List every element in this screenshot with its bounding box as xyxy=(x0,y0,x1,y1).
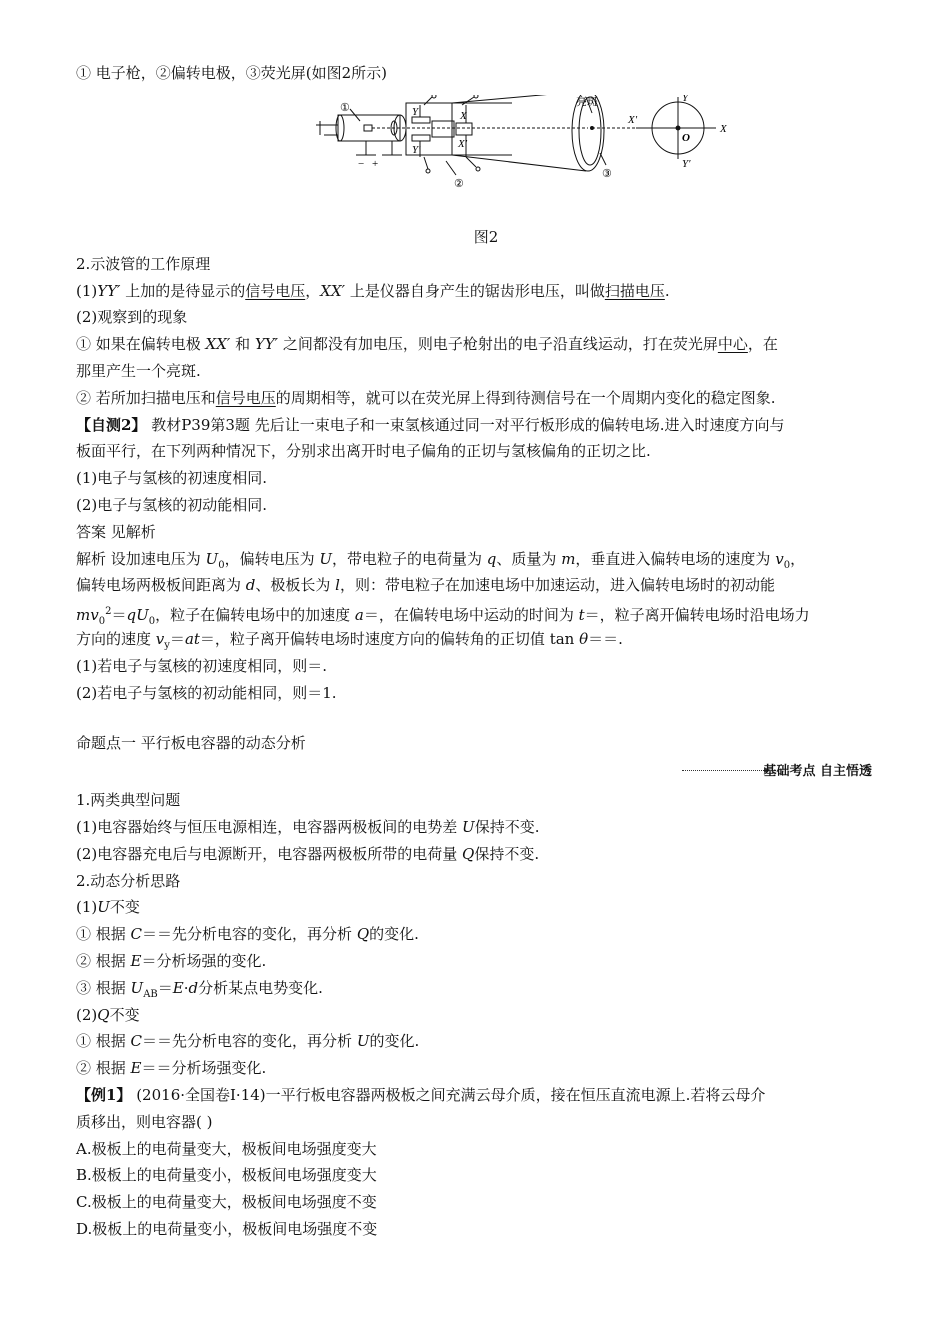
label-x: X xyxy=(460,109,467,122)
option-b[interactable]: B.极板上的电荷量变小，极板间电场强度变大 xyxy=(76,1166,377,1185)
s2a2-2: ＝分析场强的变化. xyxy=(141,951,267,970)
intro-line: ① 电子枪，②偏转电极，③荧光屏(如图2所示) xyxy=(76,64,388,82)
p3-yy: YY′ xyxy=(254,335,279,354)
an3-sub0: 0 xyxy=(98,616,106,628)
an4-0: 方向的速度 xyxy=(76,629,156,648)
section2-title: 2.示波管的工作原理 xyxy=(76,254,211,273)
topic-tag: 基础考点 自主悟透 xyxy=(763,764,872,780)
s2-b2 xyxy=(76,1055,876,1082)
s1a-2: 保持不变. xyxy=(474,817,540,836)
self-test-2-line2: 板面平行，在下列两种情况下，分别求出离开时电子偏角的正切与氢核偏角的正切之比. xyxy=(76,442,651,461)
p1-xx: XX′ xyxy=(320,281,346,300)
an1-12: ， xyxy=(790,549,806,568)
arrow-icon xyxy=(682,770,764,771)
an2-0: 偏转电场两极板间距离为 xyxy=(76,576,246,595)
an3-a: a xyxy=(354,606,364,625)
s2a1-2: ＝＝先分析电容的变化，再分析 xyxy=(142,925,357,944)
s2a3-u: U xyxy=(130,978,144,997)
analysis-line-4 xyxy=(76,626,876,653)
label-circle-1: ① xyxy=(340,101,350,114)
paragraph-3b: 那里产生一个亮斑. xyxy=(76,361,201,380)
an3-sub0b: 0 xyxy=(148,616,156,628)
analysis-line-6: (2)若电子与氢核的初动能相同，则＝1. xyxy=(76,683,337,702)
s2a-2: 不变 xyxy=(109,898,140,917)
p4-c: 的周期相等，就可以在荧光屏上得到待测信号在一个周期内变化的稳定图象. xyxy=(275,388,776,407)
label-y: Y xyxy=(412,105,419,118)
s2b2-0: ② 根据 xyxy=(76,1059,131,1078)
label-minus: − xyxy=(358,157,365,170)
oscilloscope-diagram xyxy=(316,95,736,223)
s2a3-7: 分析某点电势变化. xyxy=(198,978,323,997)
s2a3-0: ③ 根据 xyxy=(76,978,131,997)
example-1-line1 xyxy=(76,1082,876,1109)
an3-t: t xyxy=(578,606,585,625)
s2a3-e: E xyxy=(172,978,184,997)
label-y-prime: Y′ xyxy=(412,143,421,156)
analysis-line-2 xyxy=(76,572,876,599)
p4-signal-voltage: 信号电压 xyxy=(215,388,276,407)
paragraph-4 xyxy=(76,385,876,412)
option-a[interactable]: A.极板上的电荷量变大，极板间电场强度变大 xyxy=(76,1139,377,1158)
p3-a: ① 如果在偏转电极 xyxy=(76,335,206,354)
s1a-0: (1)电容器始终与恒压电源相连，电容器两极板间的电势差 xyxy=(76,817,463,836)
s1b-q: Q xyxy=(462,844,475,863)
option-d[interactable]: D.极板上的电荷量变小，极板间电场强度不变 xyxy=(76,1219,378,1238)
p1-c: 上加的是待显示的 xyxy=(120,281,246,300)
s2-a xyxy=(76,894,876,921)
p1-scan-voltage: 扫描电压 xyxy=(604,281,665,300)
an1-0: 解析 设加速电压为 xyxy=(76,549,206,568)
s2a2-e: E xyxy=(130,951,142,970)
s2a1-0: ① 根据 xyxy=(76,925,131,944)
s2-a3 xyxy=(76,975,876,1002)
s2b1-0: ① 根据 xyxy=(76,1032,131,1051)
p3-center: 中心 xyxy=(717,335,748,354)
an3-6: ，粒子在偏转电场中的加速度 xyxy=(155,606,355,625)
p1-e: ， xyxy=(305,281,321,300)
s1-title: 1.两类典型问题 xyxy=(76,791,181,810)
an4-at: at xyxy=(184,629,200,648)
an4-theta: θ xyxy=(579,629,589,648)
s2a3-eq: ＝ xyxy=(157,978,173,997)
an3-mv: mv xyxy=(76,606,99,625)
an1-sub0b: 0 xyxy=(783,559,791,571)
s2-a1 xyxy=(76,921,876,948)
s1-b xyxy=(76,841,876,868)
label-bright-spot: 亮斑 xyxy=(576,95,598,108)
example-text-a: (2016·全国卷Ⅰ·14)一平行板电容器两极板之间充满云母介质，接在恒压直流电源上.若将云母介 xyxy=(131,1085,766,1104)
an1-7: 、质量为 xyxy=(496,549,562,568)
screen-label-x: X xyxy=(720,122,727,135)
an3-eq: ＝ xyxy=(111,606,127,625)
s2a-0: (1) xyxy=(76,898,98,917)
figure-caption: 图2 xyxy=(473,227,499,246)
analysis-line-3 xyxy=(76,599,876,626)
an3-qu: qU xyxy=(126,606,149,625)
an1-5: ，带电粒子的电荷量为 xyxy=(332,549,487,568)
paragraph-1 xyxy=(76,278,876,305)
an2-2: 、极板长为 xyxy=(255,576,336,595)
s2b1-u: U xyxy=(356,1032,370,1051)
self-test-text-a: 教材P39第3题 先后让一束电子和一束氢核通过同一对平行板形成的偏转电场.进入时速度方向与 xyxy=(146,415,785,434)
screen-label-y-prime: Y′ xyxy=(682,157,691,170)
an1-m: m xyxy=(561,549,576,568)
an1-3: ，偏转电压为 xyxy=(224,549,320,568)
s2b-0: (2) xyxy=(76,1005,98,1024)
an1-sub0: 0 xyxy=(218,559,225,571)
analysis-line-1 xyxy=(76,546,876,573)
paragraph-2: (2)观察到的现象 xyxy=(76,308,188,327)
an3-8: ＝，在偏转电场中运动的时间为 xyxy=(363,606,579,625)
self-test-q2: (2)电子与氢核的初动能相同. xyxy=(76,495,268,514)
s2a1-4: 的变化. xyxy=(369,925,419,944)
answer-line: 答案 见解析 xyxy=(76,522,156,541)
p3-e: 之间都没有加电压，则电子枪射出的电子沿直线运动，打在荧光屏 xyxy=(278,335,718,354)
s2b-2: 不变 xyxy=(109,1005,140,1024)
p1-i: . xyxy=(664,281,670,300)
s2a2-0: ② 根据 xyxy=(76,951,131,970)
paragraph-3a xyxy=(76,331,876,358)
an1-9: ，垂直进入偏转电场的速度为 xyxy=(575,549,776,568)
an2-4: ，则：带电粒子在加速电场中加速运动，进入偏转电场时的初动能 xyxy=(339,576,775,595)
example-tag: 【例1】 xyxy=(76,1085,132,1104)
screen-label-y: Y xyxy=(682,94,689,104)
self-test-2-line1 xyxy=(76,412,876,439)
an3-10: ＝，粒子离开偏转电场时沿电场力 xyxy=(584,606,810,625)
s2-a2 xyxy=(76,948,876,975)
screen-label-o: O xyxy=(682,131,690,144)
an2-d: d xyxy=(245,576,256,595)
s2-title: 2.动态分析思路 xyxy=(76,871,181,890)
p4-a: ② 若所加扫描电压和 xyxy=(76,388,216,407)
p1-yy: YY′ xyxy=(97,281,121,300)
analysis-line-5: (1)若电子与氢核的初速度相同，则＝. xyxy=(76,656,328,675)
option-c[interactable]: C.极板上的电荷量变大，极板间电场强度不变 xyxy=(76,1193,377,1212)
label-x-prime: X′ xyxy=(458,137,468,150)
example-1-line2: 质移出，则电容器( ) xyxy=(76,1112,213,1131)
p1-signal-voltage: 信号电压 xyxy=(245,281,306,300)
s2b1-2: ＝＝先分析电容的变化，再分析 xyxy=(142,1032,357,1051)
s2a1-q: Q xyxy=(356,925,370,944)
s2b1-c: C xyxy=(130,1032,143,1051)
s2b-q: Q xyxy=(97,1005,110,1024)
screen-label-x-prime: X′ xyxy=(628,113,638,126)
an4-v: v xyxy=(155,629,165,648)
s1b-2: 保持不变. xyxy=(474,844,540,863)
an1-q: q xyxy=(486,549,497,568)
an2-l: l xyxy=(335,576,340,595)
an4-eq: ＝ xyxy=(169,629,185,648)
label-circle-3: ③ xyxy=(602,167,612,180)
p3-g: ，在 xyxy=(747,335,778,354)
s2a3-d: d xyxy=(188,978,199,997)
s1a-u: U xyxy=(462,817,475,836)
s1-a xyxy=(76,814,876,841)
an4-7: ＝＝. xyxy=(588,629,623,648)
figure-oscilloscope xyxy=(76,95,876,223)
s2-b1 xyxy=(76,1028,876,1055)
self-test-tag: 【自测2】 xyxy=(76,415,147,434)
s2b1-4: 的变化. xyxy=(369,1032,420,1051)
page xyxy=(76,60,876,1243)
an3-sup2: 2 xyxy=(105,606,112,618)
s2a3-dot: · xyxy=(183,978,189,997)
s2a-u: U xyxy=(97,898,110,917)
s2a3-ab: AB xyxy=(143,988,158,1000)
s2b2-2: ＝＝分析场强变化. xyxy=(141,1059,267,1078)
topic-heading: 命题点一 平行板电容器的动态分析 xyxy=(76,734,306,753)
an4-suby: y xyxy=(164,639,170,651)
s2a1-c: C xyxy=(130,925,143,944)
label-circle-2: ② xyxy=(454,177,464,190)
label-plus: + xyxy=(372,157,379,170)
an1-u2: U xyxy=(319,549,333,568)
an4-5: ＝，粒子离开偏转电场时速度方向的偏转角的正切值 tan xyxy=(199,629,580,648)
p3-xx: XX′ xyxy=(205,335,231,354)
s1b-0: (2)电容器充电后与电源断开，电容器两极板所带的电荷量 xyxy=(76,844,463,863)
an1-u: U xyxy=(205,549,219,568)
p1-a: (1) xyxy=(76,281,98,300)
s2b2-e: E xyxy=(130,1059,142,1078)
p3-c: 和 xyxy=(230,335,255,354)
p1-g: 上是仪器自身产生的锯齿形电压，叫做 xyxy=(345,281,605,300)
topic-tag-row xyxy=(76,757,876,787)
an1-v: v xyxy=(775,549,784,568)
self-test-q1: (1)电子与氢核的初速度相同. xyxy=(76,469,268,488)
s2-b xyxy=(76,1002,876,1029)
